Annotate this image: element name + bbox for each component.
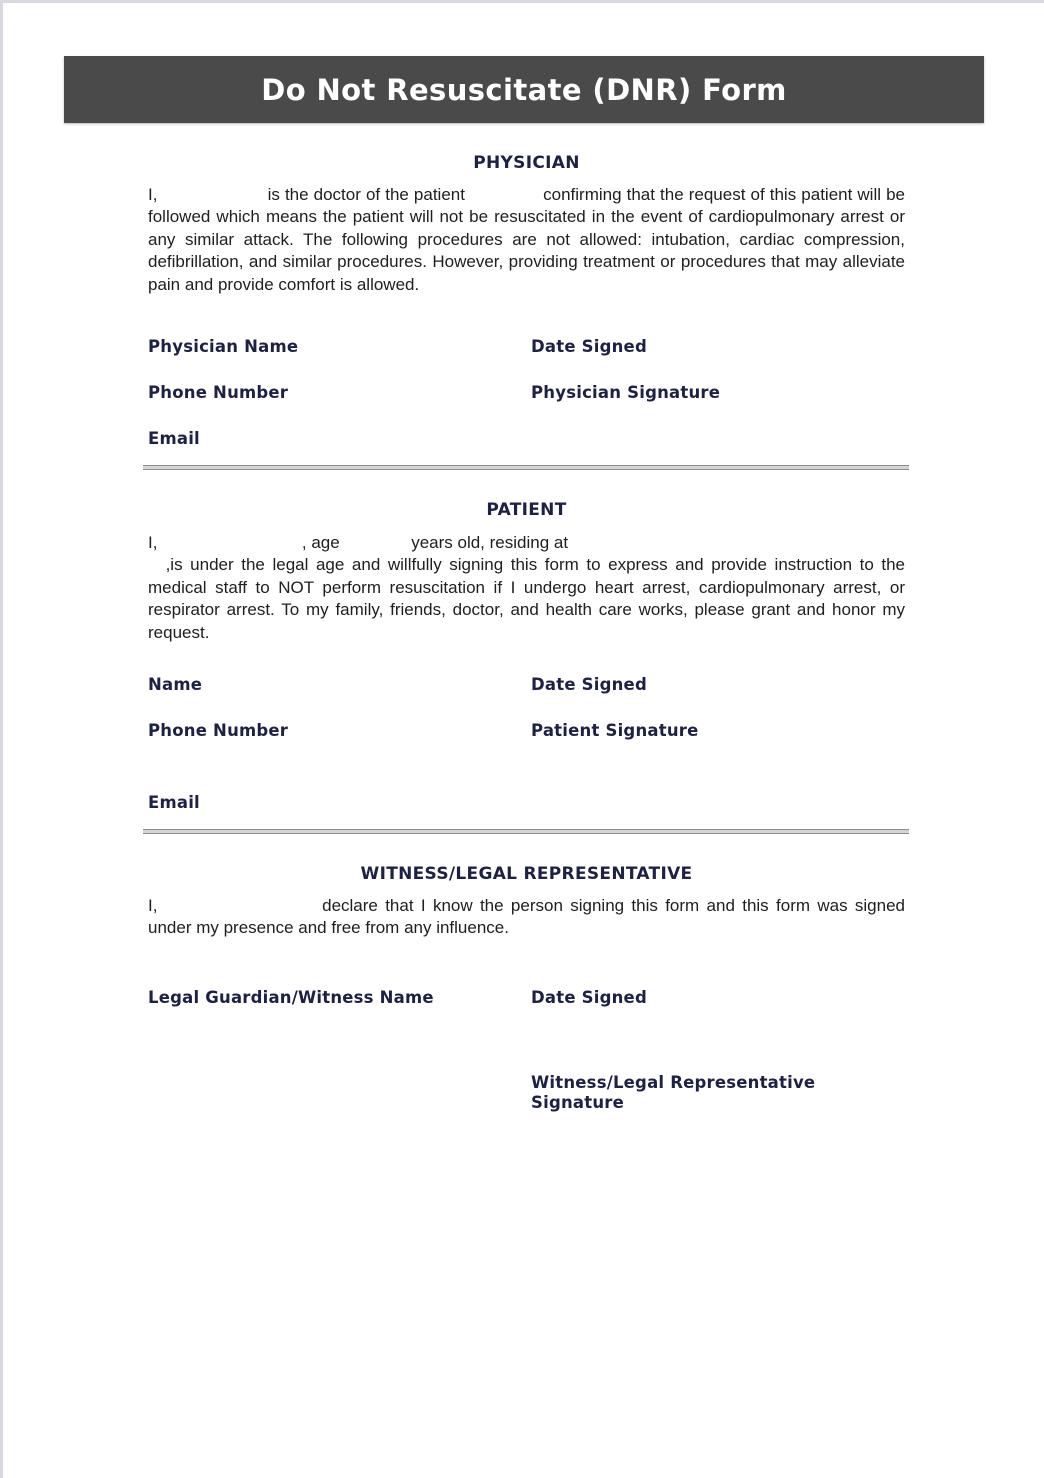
physician-field-row-2 xyxy=(148,383,905,403)
patient-phone-label: Phone Number xyxy=(148,721,289,741)
witness-name-label: Legal Guardian/Witness Name xyxy=(148,987,434,1007)
section-heading-patient: PATIENT xyxy=(486,500,567,521)
physician-field-row-1 xyxy=(148,337,905,357)
physician-name-label: Physician Name xyxy=(148,337,299,357)
form-title-bar xyxy=(64,56,984,123)
blank-field xyxy=(163,198,263,200)
patient-name-label: Name xyxy=(148,675,203,695)
patient-field-row-2 xyxy=(148,721,905,741)
physician-phone-label: Phone Number xyxy=(148,383,289,403)
blank-field xyxy=(470,198,538,200)
witness-signature-spacer xyxy=(148,1073,531,1113)
blank-field xyxy=(162,546,297,548)
section-divider xyxy=(143,829,909,834)
section-divider xyxy=(143,465,909,470)
witness-signature-label: Witness/Legal Representative Signature xyxy=(531,1072,816,1112)
patient-field-row-1 xyxy=(148,675,905,695)
blank-field xyxy=(148,568,158,570)
patient-signature-label: Patient Signature xyxy=(531,721,699,741)
blank-field xyxy=(344,546,406,548)
section-heading-physician: PHYSICIAN xyxy=(473,153,580,173)
physician-paragraph: I, is the doctor of the patient confirming that the request of this patient will be followed which means the patient will not be resuscitated in the event of cardiopulmonary arrest or any similar attack. The following procedures are not allowed: intubation, cardiac compression, defibrillation, and similar procedures. However, providing treatment or procedures that may alleviate pain and provide comfort is allowed. xyxy=(148,185,905,294)
physician-field-row-3 xyxy=(148,429,905,449)
patient-email-label: Email xyxy=(148,793,200,813)
form-title: Do Not Resuscitate (DNR) Form xyxy=(261,72,787,107)
physician-email-label: Email xyxy=(148,429,200,449)
form-content xyxy=(3,153,1044,1113)
patient-date-signed-label: Date Signed xyxy=(531,675,647,695)
patient-field-row-3 xyxy=(148,793,905,813)
physician-date-signed-label: Date Signed xyxy=(531,337,647,357)
patient-intro-line: I, , age years old, residing at xyxy=(148,533,569,553)
section-heading-witness: WITNESS/LEGAL REPRESENTATIVE xyxy=(360,864,693,885)
witness-paragraph: I, declare that I know the person signing this form and this form was signed under my presence and free from any influence. xyxy=(148,896,905,938)
patient-paragraph: ,is under the legal age and willfully signing this form to express and provide instruction to the medical staff to NOT perform resuscitation if I undergo heart arrest, cardiopulmonary arrest, or respirator arrest. To my family, friends, doctor, and health care works, please grant and honor my request. xyxy=(148,555,905,642)
witness-field-row-1 xyxy=(148,988,905,1008)
witness-date-signed-label: Date Signed xyxy=(531,987,647,1007)
blank-field xyxy=(165,909,315,911)
witness-field-row-2 xyxy=(148,1073,905,1113)
physician-signature-label: Physician Signature xyxy=(531,383,721,403)
